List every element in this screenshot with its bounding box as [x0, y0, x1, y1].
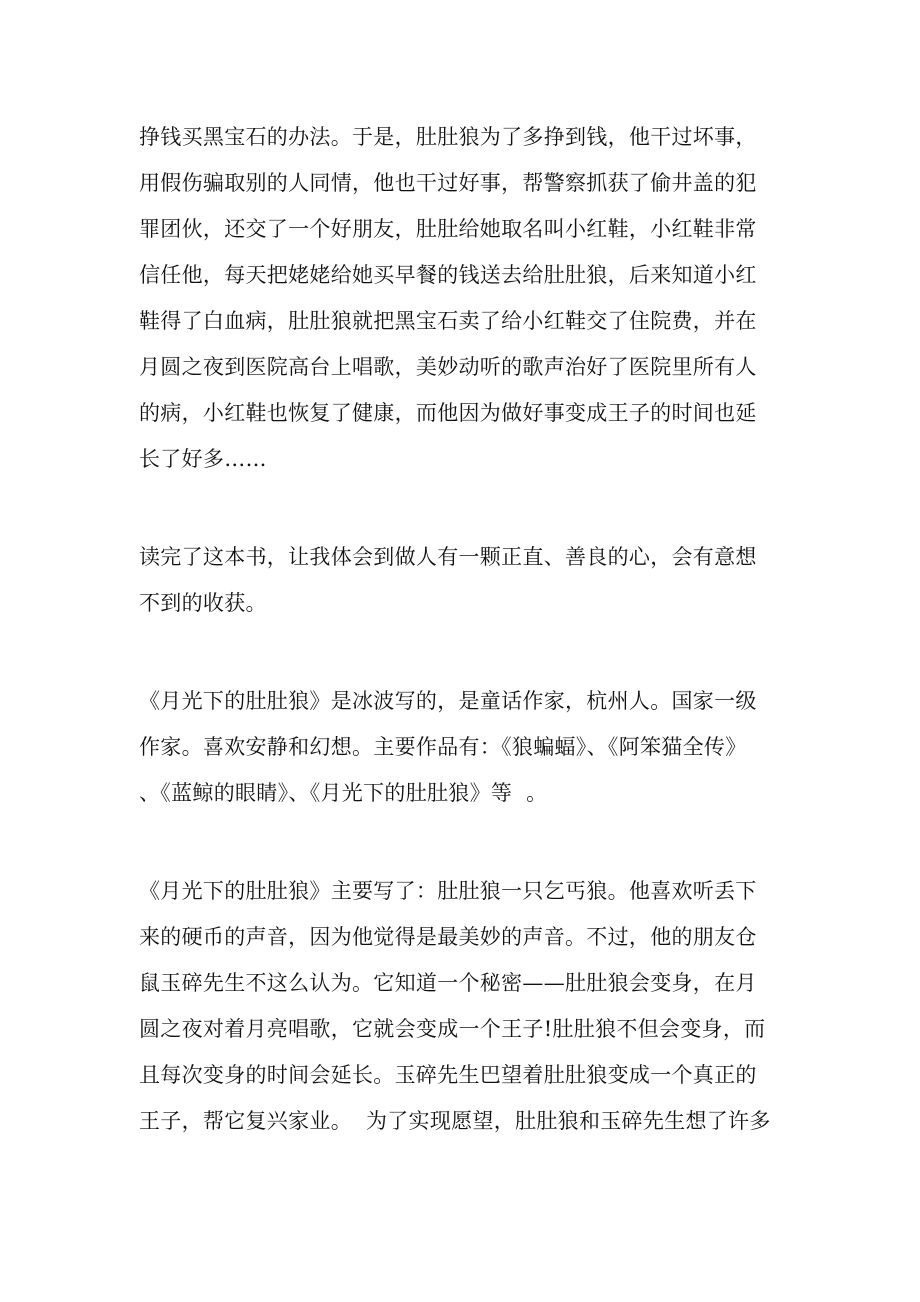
text-line: 《月光下的肚肚狼》是冰波写的，是童话作家，杭州人。国家一级 [139, 689, 757, 713]
text-line: 读完了这本书，让我体会到做人有一颗正直、善良的心，会有意想 [139, 545, 757, 569]
paragraph-gap [139, 626, 787, 678]
text-line: 月圆之夜到医院高台上唱歌，美妙动听的歌声治好了医院里所有人 [139, 355, 757, 379]
text-line: 鞋得了白血病，肚肚狼就把黑宝石卖了给小红鞋交了住院费，并在 [139, 309, 757, 333]
text-line: 不到的收获。 [139, 591, 267, 615]
text-line: 且每次变身的时间会延长。玉碎先生巴望着肚肚狼变成一个真正的 [139, 1063, 757, 1087]
paragraph-author-info [139, 678, 787, 816]
paragraph-summary [139, 868, 787, 1144]
text-line: 《月光下的肚肚狼》主要写了：肚肚狼一只乞丐狼。他喜欢听丢下 [139, 879, 757, 903]
paragraph-reflection [139, 534, 787, 626]
text-line: 用假伤骗取别的人同情，他也干过好事，帮警察抓获了偷井盖的犯 [139, 171, 757, 195]
text-line: 来的硬币的声音，因为他觉得是最美妙的声音。不过，他的朋友仓 [139, 925, 757, 949]
text-line: 圆之夜对着月亮唱歌，它就会变成一个王子!肚肚狼不但会变身，而 [139, 1017, 766, 1041]
document-body [139, 114, 787, 1144]
text-line: 罪团伙，还交了一个好朋友，肚肚给她取名叫小红鞋，小红鞋非常 [139, 217, 757, 241]
paragraph-story-continuation [139, 114, 787, 482]
text-line: 、《蓝鲸的眼睛》、《月光下的肚肚狼》等 。 [139, 781, 548, 805]
text-line: 长了好多…… [139, 447, 267, 471]
text-line: 的病，小红鞋也恢复了健康，而他因为做好事变成王子的时间也延 [139, 401, 757, 425]
text-line: 挣钱买黑宝石的办法。于是，肚肚狼为了多挣到钱，他干过坏事， [139, 125, 757, 149]
paragraph-gap [139, 482, 787, 534]
text-line: 作家。喜欢安静和幻想。主要作品有：《狼蝙蝠》、《阿笨猫全传》 [139, 735, 747, 759]
text-line: 信任他，每天把姥姥给她买早餐的钱送去给肚肚狼，后来知道小红 [139, 263, 757, 287]
text-line: 王子，帮它复兴家业。 为了实现愿望，肚肚狼和玉碎先生想了许多 [139, 1109, 771, 1133]
paragraph-gap [139, 816, 787, 868]
text-line: 鼠玉碎先生不这么认为。它知道一个秘密——肚肚狼会变身，在月 [139, 971, 757, 995]
